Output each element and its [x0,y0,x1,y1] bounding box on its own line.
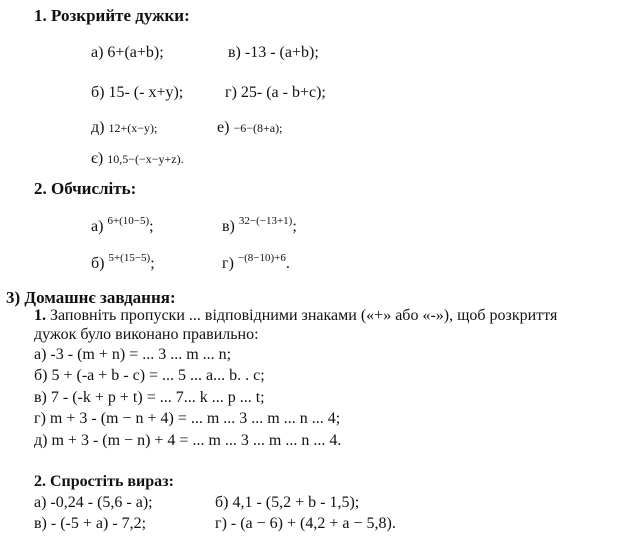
task2-item-v: в) - (-5 + a) - 7,2; [34,515,147,532]
s1-item-d-expr: 12+(x−y); [108,121,158,135]
task2-item-g: г) - (a − 6) + (4,2 + a − 5,8). [215,515,396,532]
s1-item-a: а) 6+(a+b); [91,44,164,61]
s2-item-v-expr: 32−(−13+1) [238,215,293,227]
task1-item-d: д) m + 3 - (m − n) + 4 = ... m ... 3 ... m ... n ... 4. [34,432,342,449]
section1-title: 1. Розкрийте дужки: [34,6,190,25]
task2-title: 2. Спростіть вираз: [34,473,174,490]
section2-title: 2. Обчисліть: [34,179,137,198]
s1-item-ye [91,150,184,168]
task1-line1 [34,307,557,325]
s1-item-e-prefix: е) [217,119,230,136]
s2-item-g-prefix: г) [222,255,234,272]
s2-item-b [91,252,155,273]
task2-item-b: б) 4,1 - (5,2 + b - 1,5); [215,494,360,511]
s2-item-g-expr: −(8−10)+6 [237,252,286,264]
s2-item-v [222,215,297,236]
s1-item-d-prefix: д) [91,119,105,136]
s2-item-g [222,252,290,273]
s1-item-d [91,119,157,137]
s2-item-b-prefix: б) [91,255,105,272]
s1-item-e [217,119,282,137]
task1-item-v: в) 7 - (-k + p + t) = ... 7... k ... p ... t; [34,389,265,406]
task1-item-b: б) 5 + (-a + b - c) = ... 5 ... a... b. . c; [34,367,265,384]
s2-item-b-end: ; [150,255,155,272]
s2-item-g-end: . [285,255,290,272]
section3-title: 3) Домашнє завдання: [6,288,176,307]
s2-item-a-expr: 6+(10−5) [107,215,150,227]
s2-item-a-end: ; [149,218,154,235]
s2-item-v-prefix: в) [222,218,235,235]
task1-item-g: г) m + 3 - (m − n + 4) = ... m ... 3 ... m ... n ... 4; [34,410,341,427]
s1-item-b: б) 15- (- x+y); [91,84,184,101]
task2-item-a: а) -0,24 - (5,6 - a); [34,494,153,511]
task1-line2: дужок було виконано правильно: [34,326,259,343]
s1-item-ye-prefix: є) [91,150,104,167]
s2-item-a-prefix: а) [91,218,104,235]
task1-item-a: а) -3 - (m + n) = ... 3 ... m ... n; [34,346,232,363]
s1-item-ye-expr: 10,5−(−x−y+z). [107,152,184,166]
s2-item-b-expr: 5+(15−5) [108,252,151,264]
s1-item-g: г) 25- (a - b+c); [225,84,326,101]
s1-item-v: в) -13 - (a+b); [228,44,319,61]
s2-item-a [91,215,154,236]
task1-text-line1: Заповніть пропуски ... відповідними знаками («+» або «-»), щоб розкриття [50,307,558,324]
task1-number: 1. [34,307,46,324]
s1-item-e-expr: −6−(8+a); [233,121,283,135]
s2-item-v-end: ; [292,218,297,235]
